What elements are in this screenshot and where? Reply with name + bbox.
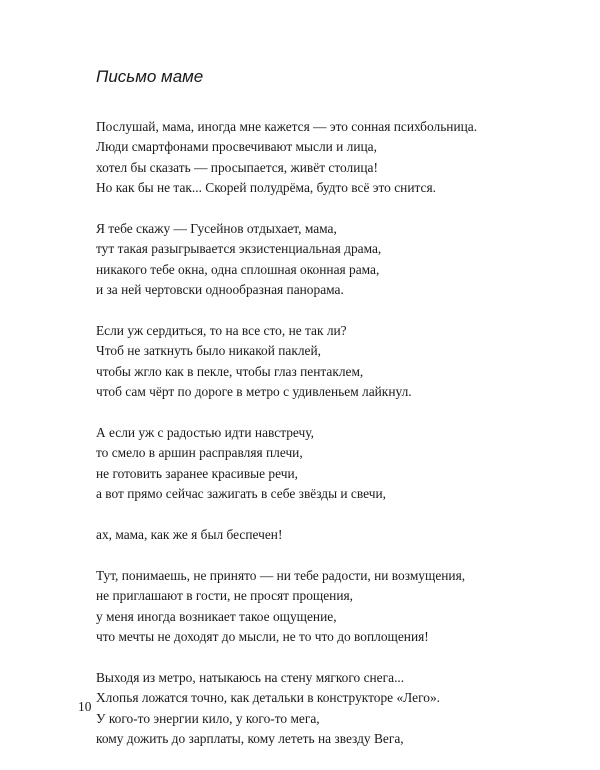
poem-line: не готовить заранее красивые речи, bbox=[96, 465, 298, 481]
poem-title: Письмо маме bbox=[96, 67, 204, 86]
poem-line: не приглашают в гости, не просят прощения, bbox=[96, 588, 354, 604]
poem-line: чтоб сам чёрт по дороге в метро с удивленьем лайкнул. bbox=[96, 384, 412, 400]
poem-line: Если уж сердиться, то на все сто, не так ли? bbox=[96, 323, 347, 339]
stanza bbox=[96, 219, 566, 301]
poem-line: Я тебе скажу — Гусейнов отдыхает, мама, bbox=[96, 221, 337, 237]
stanza bbox=[96, 423, 566, 505]
poem-line: тут такая разыгрывается экзистенциальная драма, bbox=[96, 241, 382, 257]
stanza bbox=[96, 525, 566, 545]
poem-line: кому дожить до зарплаты, кому лететь на звезду Вега, bbox=[96, 731, 404, 747]
poem-line: Люди смартфонами просвечивают мысли и лица, bbox=[96, 139, 377, 155]
poem-line: то смело в аршин расправляя плечи, bbox=[96, 445, 303, 461]
poem-line: Чтоб не заткнуть было никакой паклей, bbox=[96, 343, 322, 359]
poem-line: Послушай, мама, иногда мне кажется — это сонная психбольница. bbox=[96, 119, 478, 134]
poem-line: Выходя из метро, натыкаюсь на стену мягкого снега... bbox=[96, 669, 405, 685]
poem-line: никакого тебе окна, одна сплошная оконная рама, bbox=[96, 261, 380, 277]
poem-body bbox=[96, 117, 566, 770]
poem-line: А если уж с радостью идти навстречу, bbox=[96, 425, 314, 441]
stanza bbox=[96, 668, 566, 750]
poem-line: У кого-то энергии кило, у кого-то мега, bbox=[96, 710, 320, 726]
poem-line: и за ней чертовски однообразная панорама. bbox=[96, 282, 344, 298]
stanza bbox=[96, 117, 566, 199]
poem-line: а вот прямо сейчас зажигать в себе звёзды и свечи, bbox=[96, 486, 386, 502]
stanza bbox=[96, 566, 566, 648]
page-number: 10 bbox=[78, 699, 92, 714]
poem-line: что мечты не доходят до мысли, не то что до воплощения! bbox=[96, 629, 429, 645]
poem-line: Но как бы не так... Скорей полудрёма, будто всё это снится. bbox=[96, 180, 436, 196]
poem-line: у меня иногда возникает такое ощущение, bbox=[96, 608, 337, 624]
stanza bbox=[96, 321, 566, 403]
poem-line: хотел бы сказать — просыпается, живёт столица! bbox=[96, 159, 378, 175]
poem-line: Тут, понимаешь, не принято — ни тебе радости, ни возмущения, bbox=[96, 567, 466, 583]
poem-line: ах, мама, как же я был беспечен! bbox=[96, 527, 283, 543]
poem-line: чтобы жгло как в пекле, чтобы глаз пентаклем, bbox=[96, 363, 364, 379]
poem-line: Хлопья ложатся точно, как детальки в конструкторе «Лего». bbox=[96, 690, 440, 706]
